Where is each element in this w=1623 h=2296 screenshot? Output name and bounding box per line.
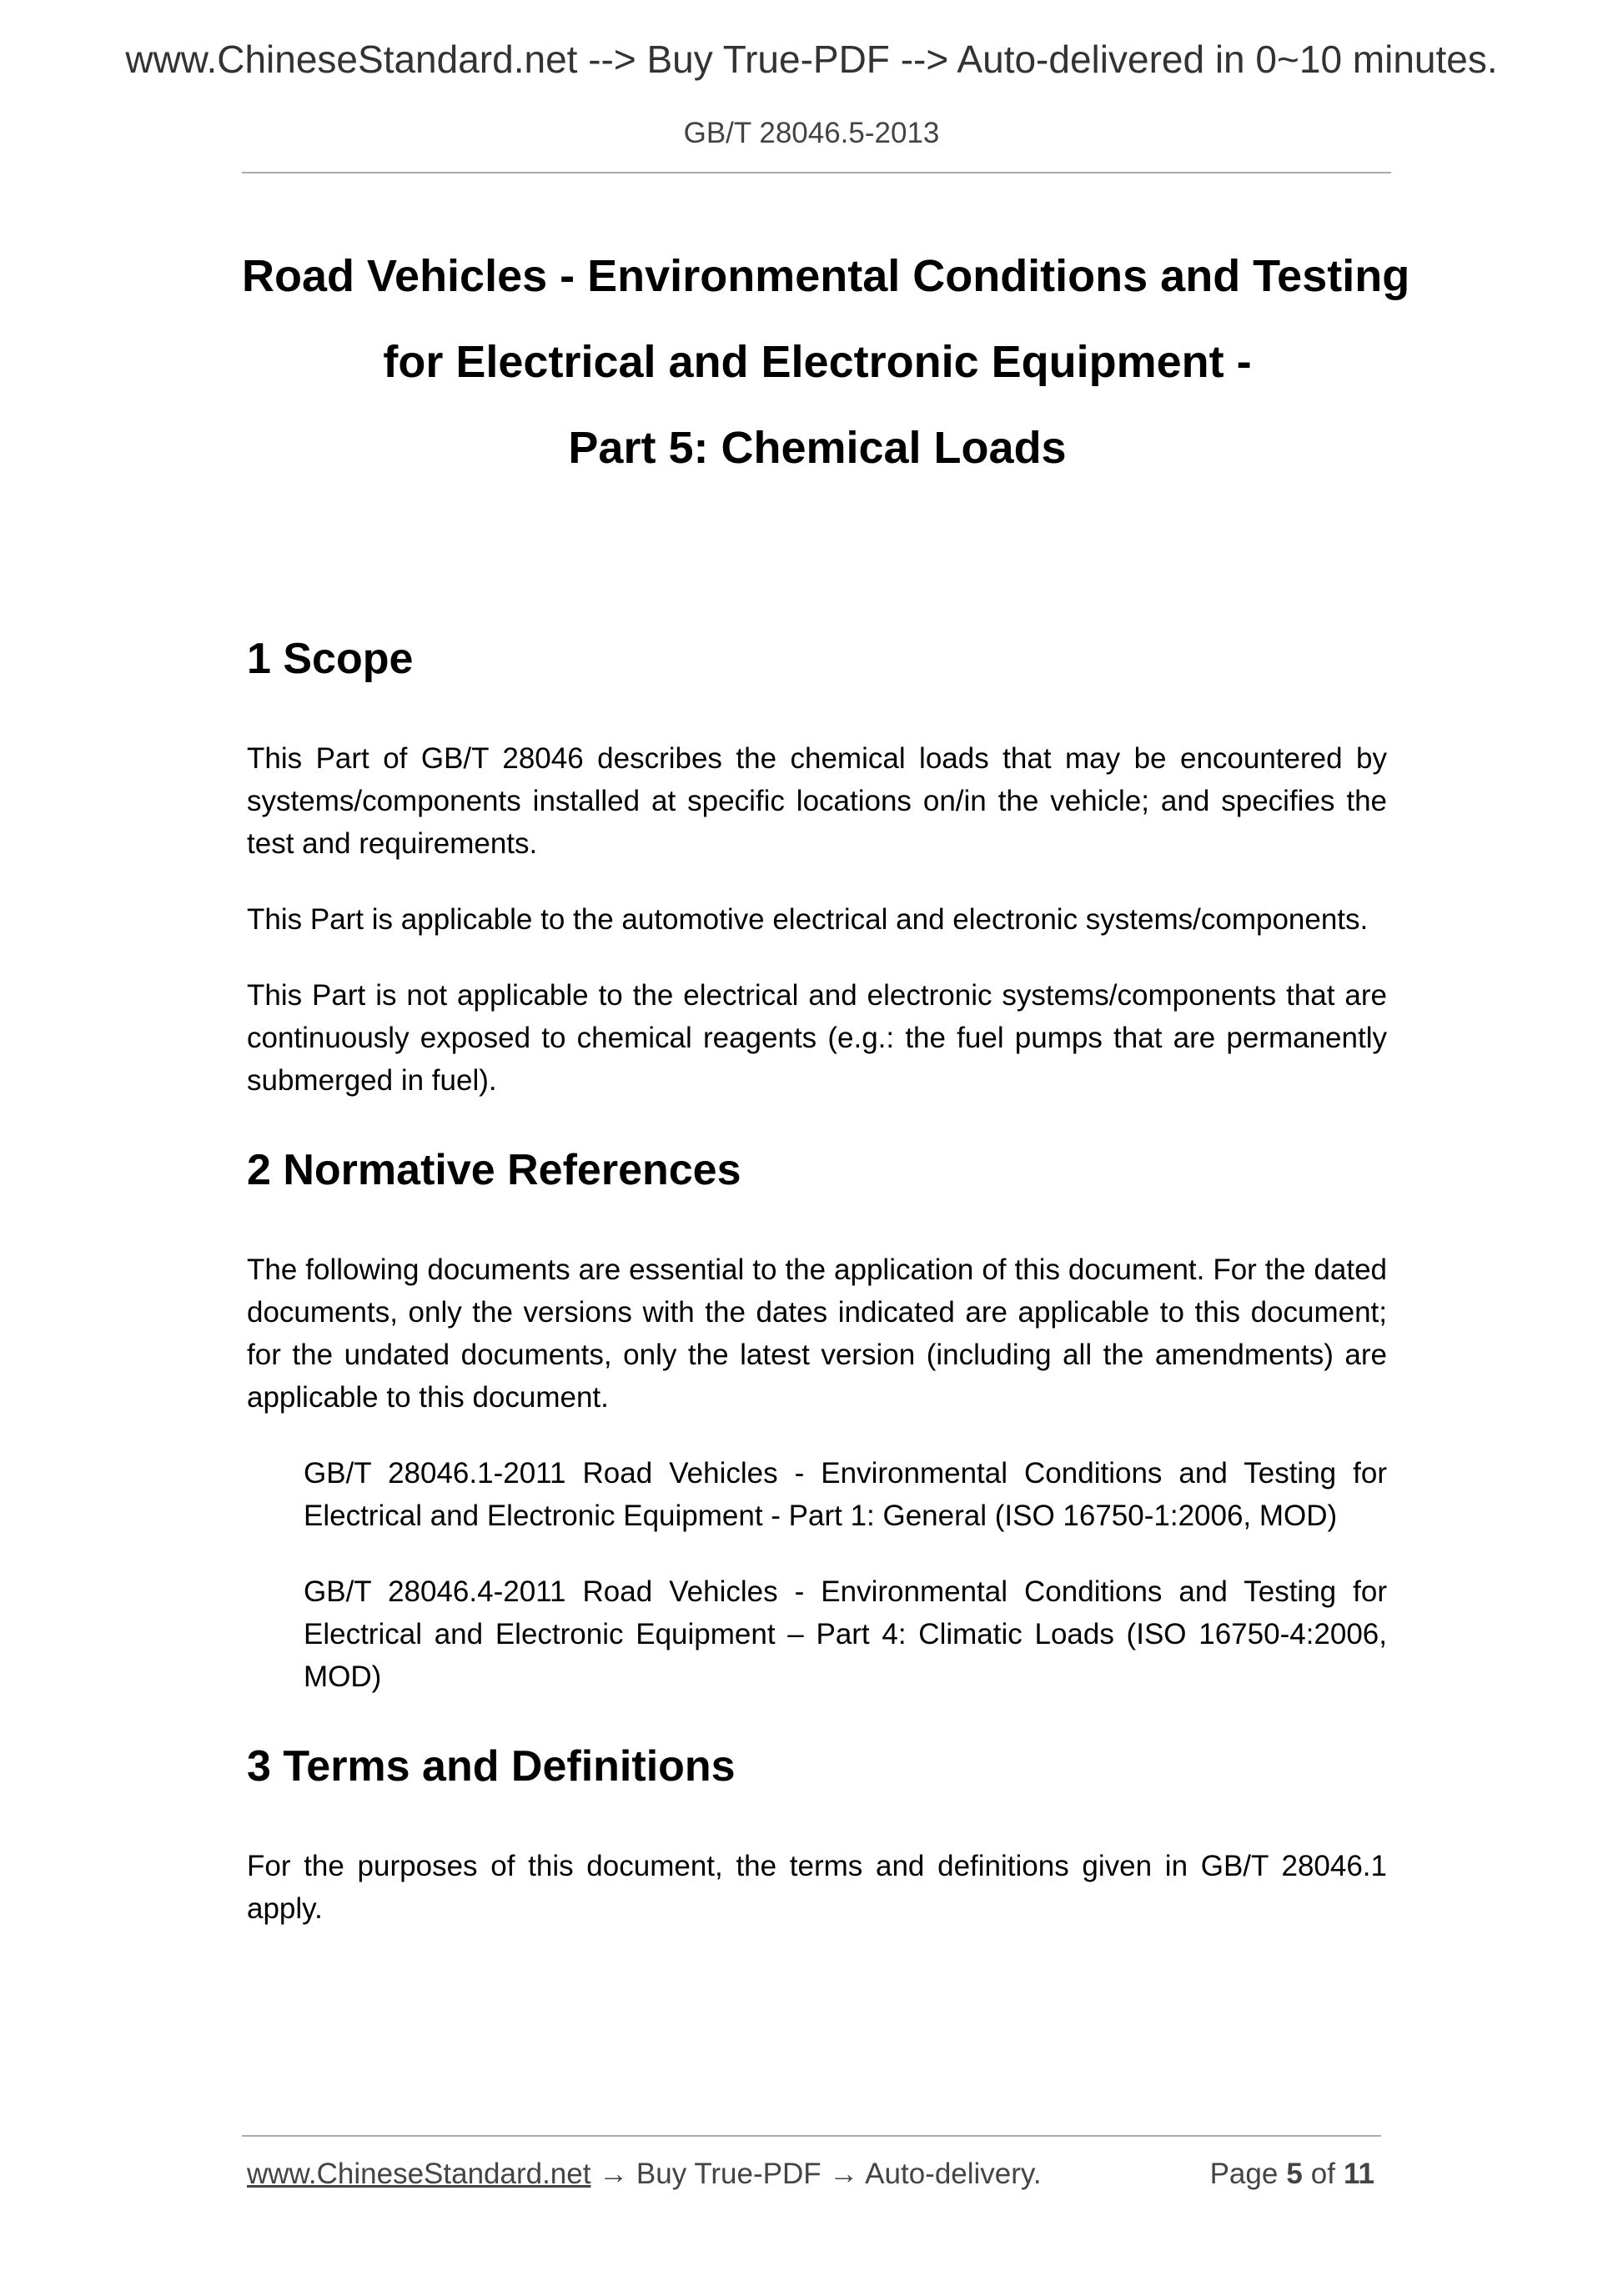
normative-paragraph: The following documents are essential to the application of this document. For the dated documents, only the versions with the dates indicated are applicable to this document; for the undated documents, only the latest version (including all the amendments) are applicable to this document. bbox=[247, 1254, 1387, 1414]
title-line-2: for Electrical and Electronic Equipment - bbox=[383, 337, 1252, 387]
footer-promo bbox=[247, 2153, 1042, 2195]
page-indicator bbox=[1210, 2153, 1374, 2195]
section-normative-references bbox=[247, 1135, 1387, 1698]
page-label: Page bbox=[1209, 2158, 1279, 2190]
scope-paragraph-2: This Part is applicable to the automotive electrical and electronic systems/components. bbox=[247, 903, 1369, 936]
section-scope bbox=[247, 624, 1387, 1102]
section-heading-scope: 1 Scope bbox=[247, 635, 414, 683]
section-heading-normative-references: 2 Normative References bbox=[247, 1146, 741, 1194]
reference-item-2: GB/T 28046.4-2011 Road Vehicles - Environmental Conditions and Testing for Electrical and Electronic Equipment – Part 4: Climatic Loads (ISO 16750-4:2006, MOD) bbox=[304, 1575, 1387, 1693]
scope-paragraph-3: This Part is not applicable to the electrical and electronic systems/components that are continuously exposed to chemical reagents (e.g.: the fuel pumps that are permanently submerged in fuel). bbox=[247, 979, 1387, 1097]
title-line-3: Part 5: Chemical Loads bbox=[568, 423, 1067, 473]
header-divider bbox=[242, 172, 1391, 173]
footer-divider bbox=[242, 2135, 1381, 2137]
section-heading-terms-definitions: 3 Terms and Definitions bbox=[247, 1742, 736, 1791]
page-number: 5 bbox=[1286, 2158, 1303, 2190]
footer-website-link[interactable]: www.ChineseStandard.net bbox=[247, 2158, 591, 2190]
top-banner[interactable]: www.ChineseStandard.net --> Buy True-PDF --> Auto-delivered in 0~10 minutes. bbox=[125, 38, 1498, 81]
document-code: GB/T 28046.5-2013 bbox=[683, 117, 940, 149]
scope-paragraph-1: This Part of GB/T 28046 describes the chemical loads that may be encountered by systems/components installed at specific locations on/in the vehicle; and specifies the test and requirements. bbox=[247, 742, 1387, 860]
of-label: of bbox=[1310, 2158, 1335, 2190]
title-line-1: Road Vehicles - Environmental Conditions and Testing bbox=[242, 251, 1410, 301]
document-body bbox=[247, 624, 1387, 1963]
terms-paragraph: For the purposes of this document, the terms and definitions given in GB/T 28046.1 apply. bbox=[247, 1850, 1387, 1925]
footer-promo-text: → Buy True-PDF → Auto-delivery. bbox=[590, 2158, 1042, 2190]
total-pages: 11 bbox=[1344, 2158, 1374, 2190]
document-title bbox=[242, 234, 1410, 491]
reference-item-1: GB/T 28046.1-2011 Road Vehicles - Environmental Conditions and Testing for Electrical and Electronic Equipment - Part 1: General (ISO 16750-1:2006, MOD) bbox=[304, 1457, 1387, 1532]
section-terms-definitions bbox=[247, 1731, 1387, 1930]
